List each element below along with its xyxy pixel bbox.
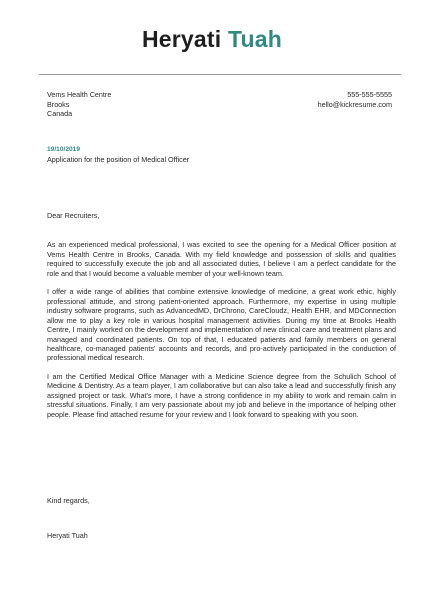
recipient-country: Canada — [47, 109, 73, 119]
applicant-last-name: Tuah — [227, 26, 283, 52]
header-divider — [39, 74, 401, 75]
recipient-organization: Vems Health Centre — [47, 90, 112, 99]
letter-paragraph-2: I offer a wide range of abilities that combine extensive knowledge of medicine, a great work ethic, highly professional attitude, and strong patient-oriented approach. Furthermore, my expertise in using multiple industry software programs, such as AdvancedMD, DrChrono, CareCloudz, Health EHR, and MDConnection allow me to play a key role in various hospital management activities. During my time at Brooks Health Centre, I mainly worked on the development and implementation of new clinical care and treatment plans and managed and coordinated patients. On top of that, I educated patients and family members on general healthcare, co-managed patients' accounts and records, and pro-actively participated in the conduction of professional medical research. — [47, 287, 396, 363]
recipient-address — [47, 90, 111, 119]
letter-closing: Kind regards, — [47, 496, 90, 505]
applicant-first-name: Heryati — [141, 26, 222, 52]
letter-salutation: Dear Recruiters, — [47, 211, 100, 220]
letter-body — [47, 211, 396, 428]
letter-date: 19/10/2019 — [47, 146, 81, 153]
sender-phone: 555-555-5555 — [347, 90, 392, 99]
letter-paragraph-3: I am the Certified Medical Office Manager with a Medicine Science degree from the Schulich School of Medicine & Dentistry. As a team player, I am collaborative but can also take a lead and successfully finish any assigned project or task. What's more, I have a strong confidence in my ability to work and remain calm in stressful situations. Finally, I am very passionate about my job and believe in the importance of helping other people. Please find attached resume for your review and I look forward to speaking with you soon. — [47, 371, 396, 419]
letter-subject: Application for the position of Medical Officer — [47, 155, 190, 164]
sender-email: hello@kickresume.com — [317, 99, 392, 109]
recipient-city: Brooks — [47, 99, 70, 109]
letter-signature: Heryati Tuah — [47, 531, 88, 540]
applicant-name-heading — [0, 26, 424, 53]
letter-paragraph-1: As an experienced medical professional, I was excited to see the opening for a Medical Officer position at Vems Health Centre in Brooks, Canada. With my field knowledge and possession of skills and qualities required to successfully execute the job and all associated duties, I believe I am a perfect candidate for the role and that I would become a valuable member of your well-known team. — [47, 240, 396, 278]
sender-contact — [318, 90, 392, 109]
